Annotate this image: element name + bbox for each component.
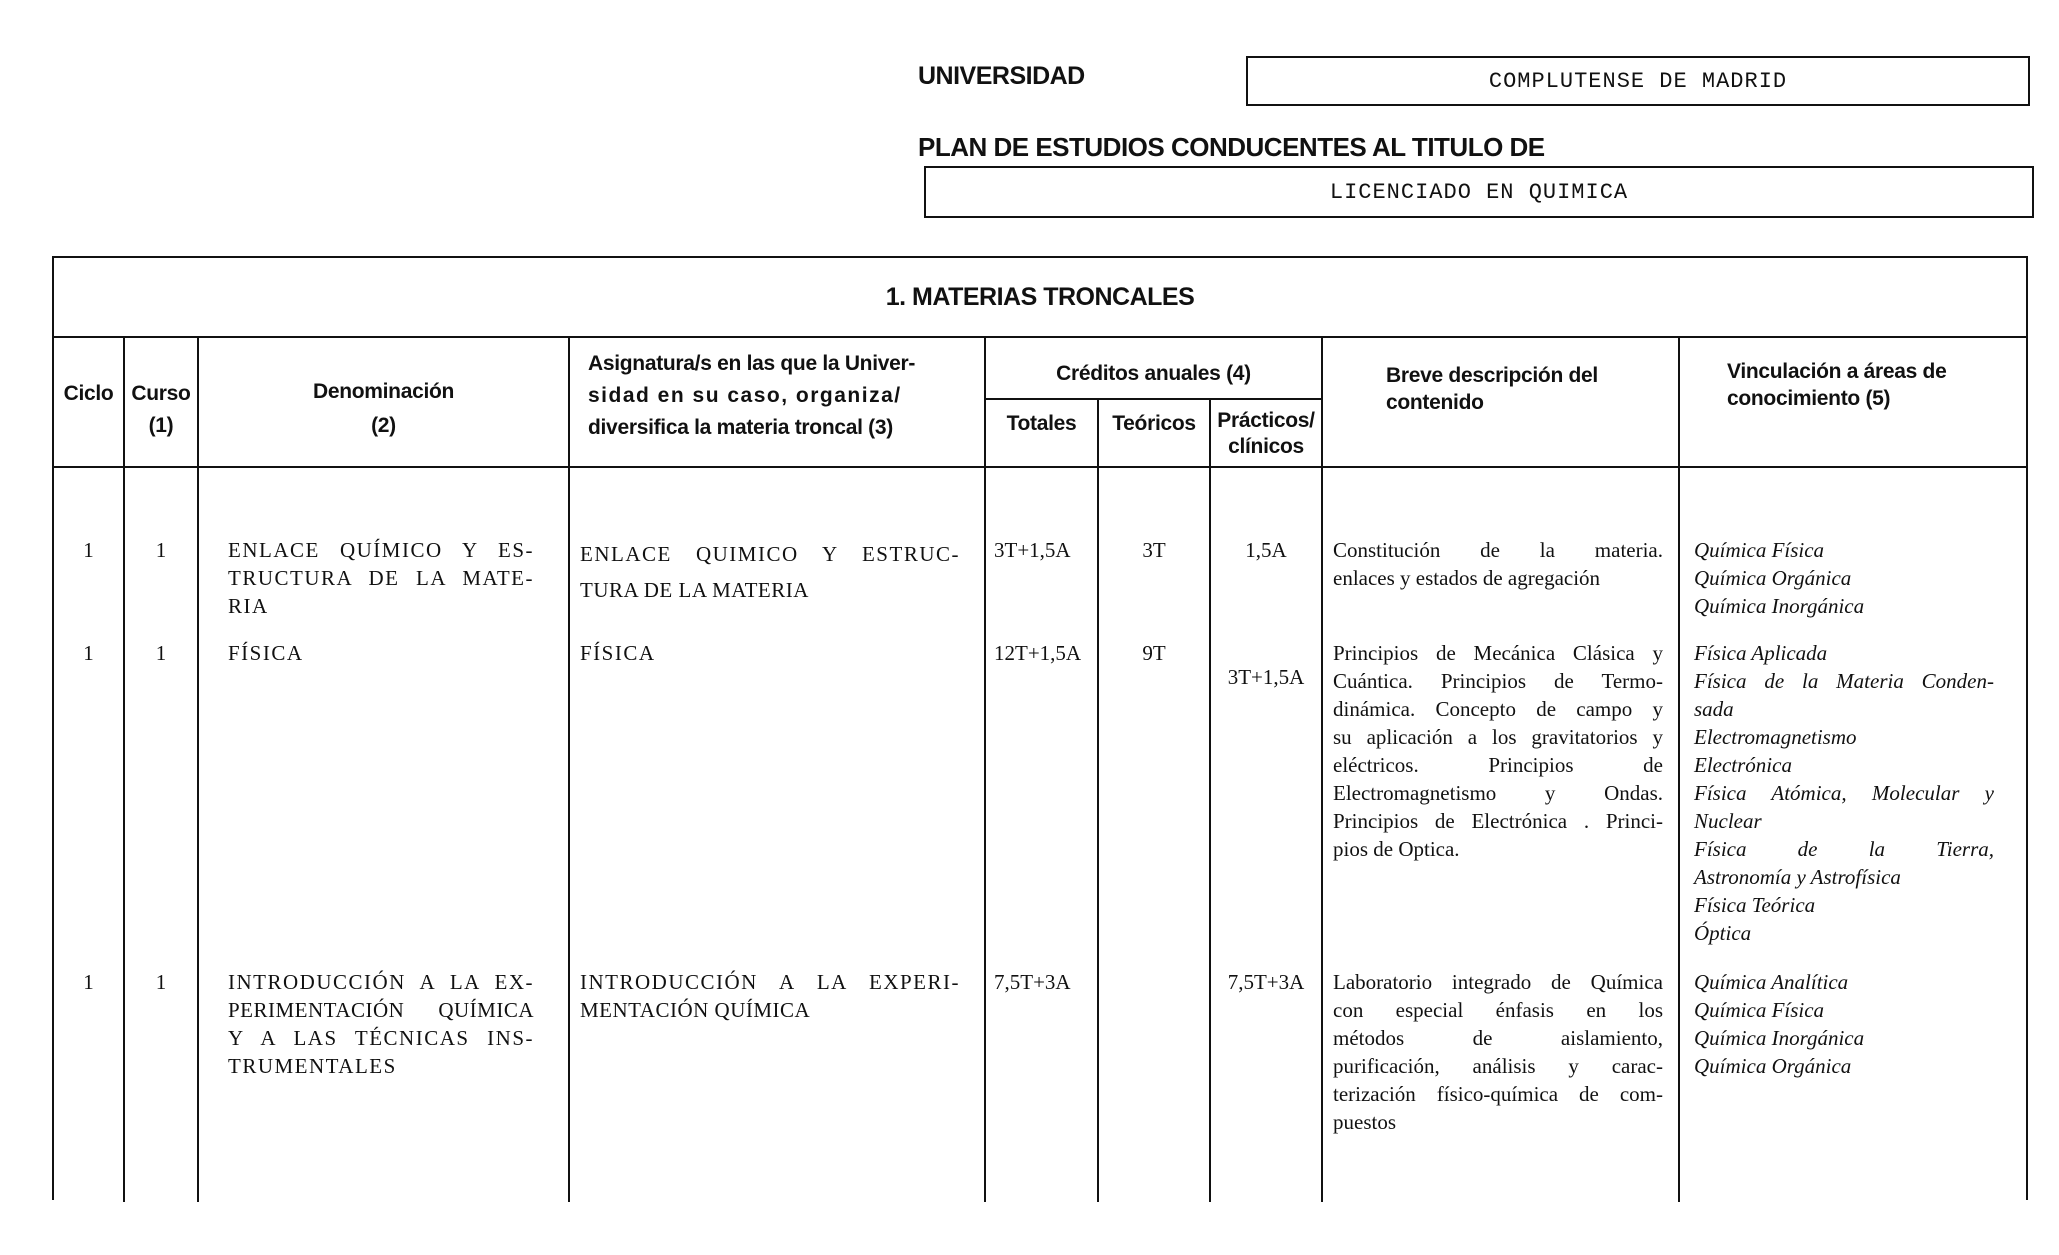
row2-ciclo: 1 bbox=[83, 641, 94, 665]
row3-ciclo: 1 bbox=[83, 970, 94, 994]
row3-asignatura-line: MENTACIÓN QUÍMICA bbox=[580, 998, 811, 1022]
col-header-vinculacion-line: Vinculación a áreas de bbox=[1727, 360, 1947, 383]
col-header-denominacion: Denominación bbox=[312, 380, 455, 403]
row2-descripcion-line: Cuántica. Principios de Termo- bbox=[1333, 669, 1663, 693]
row2-descripcion-line: pios de Optica. bbox=[1333, 837, 1460, 861]
col-header-descripcion-line: contenido bbox=[1386, 391, 1484, 414]
row2-vinculacion bbox=[1694, 639, 1994, 947]
university-field bbox=[1246, 56, 2030, 106]
col-header-asignatura bbox=[588, 348, 978, 444]
row1-asignatura-line: TURA DE LA MATERIA bbox=[580, 578, 809, 602]
row2-descripcion-line: Principios de Mecánica Clásica y bbox=[1333, 641, 1663, 665]
header-bottom-rule bbox=[54, 466, 2026, 468]
row3-denominacion-line: TRUMENTALES bbox=[228, 1054, 397, 1078]
row3-descripcion-line: métodos de aislamiento, bbox=[1333, 1026, 1663, 1050]
row1-ciclo: 1 bbox=[83, 538, 94, 562]
row2-vinculacion-line: Astronomía y Astrofísica bbox=[1694, 865, 1901, 889]
row2-asignatura bbox=[580, 639, 960, 667]
row1-descripcion-line: enlaces y estados de agregación bbox=[1333, 566, 1601, 590]
plan-label: PLAN DE ESTUDIOS CONDUCENTES AL TITULO DE bbox=[918, 132, 1545, 162]
row2-totales: 12T+1,5A bbox=[994, 641, 1082, 665]
col-divider bbox=[1321, 338, 1323, 1202]
row2-vinculacion-line: sada bbox=[1694, 697, 1734, 721]
row1-denominacion bbox=[228, 536, 534, 620]
row2-vinculacion-line: Física Aplicada bbox=[1694, 641, 1828, 665]
degree-field bbox=[924, 166, 2034, 218]
row1-vinculacion-line: Química Inorgánica bbox=[1694, 594, 1865, 618]
row1-denominacion-line: ENLACE QUÍMICO Y ES- bbox=[228, 538, 534, 562]
col-header-practicos bbox=[1211, 408, 1321, 460]
row1-vinculacion bbox=[1694, 536, 1994, 620]
row1-totales: 3T+1,5A bbox=[994, 538, 1071, 562]
col-header-practicos-line: Prácticos/ bbox=[1217, 409, 1315, 432]
col-divider bbox=[568, 338, 570, 1202]
row2-vinculacion-line: Electromagnetismo bbox=[1694, 725, 1857, 749]
col-header-asignatura-line: Asignatura/s en las que la Univer- bbox=[588, 352, 916, 375]
row1-vinculacion-line: Química Física bbox=[1694, 538, 1825, 562]
section-title: 1. MATERIAS TRONCALES bbox=[885, 283, 1195, 311]
col-divider bbox=[984, 338, 986, 1202]
row3-descripcion-line: con especial énfasis en los bbox=[1333, 998, 1663, 1022]
col-header-descripcion-line: Breve descripción del bbox=[1386, 364, 1598, 387]
row1-practicos: 1,5A bbox=[1245, 538, 1287, 562]
col-header-totales: Totales bbox=[1006, 412, 1077, 435]
creditos-sub-rule bbox=[986, 398, 1323, 400]
row1-asignatura bbox=[580, 536, 960, 608]
row3-descripcion-line: terización físico-química de com- bbox=[1333, 1082, 1663, 1106]
row1-curso: 1 bbox=[155, 538, 167, 562]
row1-teoricos: 3T bbox=[1142, 538, 1166, 562]
row2-curso: 1 bbox=[155, 641, 167, 665]
row3-descripcion-line: puestos bbox=[1333, 1110, 1396, 1134]
row3-descripcion bbox=[1333, 968, 1663, 1136]
row3-asignatura-line: INTRODUCCIÓN A LA EXPERI- bbox=[580, 970, 960, 994]
row3-descripcion-line: Laboratorio integrado de Química bbox=[1333, 970, 1663, 994]
row2-denominacion bbox=[228, 639, 534, 667]
row3-vinculacion-line: Química Física bbox=[1694, 998, 1825, 1022]
row1-denominacion-line: RIA bbox=[228, 594, 269, 618]
header-top-rule bbox=[54, 336, 2026, 338]
row3-vinculacion-line: Química Orgánica bbox=[1694, 1054, 1852, 1078]
row3-denominacion-line: Y A LAS TÉCNICAS INS- bbox=[228, 1026, 534, 1050]
row2-vinculacion-line: Física de la Tierra, bbox=[1694, 837, 1994, 861]
col-divider bbox=[197, 338, 199, 1202]
col-divider bbox=[1678, 338, 1680, 1202]
row2-practicos: 3T+1,5A bbox=[1227, 665, 1305, 689]
row2-descripcion-line: eléctricos. Principios de bbox=[1333, 753, 1663, 777]
col-header-vinculacion bbox=[1727, 358, 2027, 412]
row3-vinculacion-line: Química Analítica bbox=[1694, 970, 1849, 994]
university-label: UNIVERSIDAD bbox=[918, 62, 1085, 90]
row3-vinculacion-line: Química Inorgánica bbox=[1694, 1026, 1865, 1050]
col-header-curso: Curso bbox=[131, 382, 191, 405]
col-header-descripcion bbox=[1386, 362, 1676, 416]
row2-vinculacion-line: Física Teórica bbox=[1694, 893, 1816, 917]
row3-asignatura bbox=[580, 968, 960, 1024]
row2-descripcion bbox=[1333, 639, 1663, 863]
row3-denominacion-line: INTRODUCCIÓN A LA EX- bbox=[228, 970, 534, 994]
col-divider bbox=[123, 338, 125, 1202]
col-header-teoricos: Teóricos bbox=[1112, 412, 1196, 435]
row2-teoricos: 9T bbox=[1142, 641, 1166, 665]
row3-totales: 7,5T+3A bbox=[994, 970, 1071, 994]
col-header-ciclo: Ciclo bbox=[63, 382, 114, 405]
row1-denominacion-line: TRUCTURA DE LA MATE- bbox=[228, 566, 534, 590]
col-header-creditos: Créditos anuales (4) bbox=[1056, 362, 1251, 385]
row3-denominacion bbox=[228, 968, 534, 1080]
row3-denominacion-line: PERIMENTACIÓN QUÍMICA bbox=[228, 998, 534, 1022]
row1-vinculacion-line: Química Orgánica bbox=[1694, 566, 1852, 590]
col-header-vinculacion-line: conocimiento (5) bbox=[1727, 387, 1891, 410]
row1-descripcion-line: Constitución de la materia. bbox=[1333, 538, 1663, 562]
row2-vinculacion-line: Electrónica bbox=[1694, 753, 1792, 777]
col-header-practicos-line: clínicos bbox=[1228, 435, 1304, 458]
col-header-asignatura-line: sidad en su caso, organiza/ bbox=[588, 384, 902, 407]
row2-descripcion-line: Principios de Electrónica . Princi- bbox=[1333, 809, 1663, 833]
university-value: COMPLUTENSE DE MADRID bbox=[1488, 69, 1788, 94]
row2-vinculacion-line: Física Atómica, Molecular y bbox=[1694, 781, 1994, 805]
row2-vinculacion-line: Nuclear bbox=[1694, 809, 1762, 833]
row2-asignatura-line: FÍSICA bbox=[580, 641, 656, 665]
row1-descripcion bbox=[1333, 536, 1663, 592]
row2-descripcion-line: dinámica. Concepto de campo y bbox=[1333, 697, 1663, 721]
row2-vinculacion-line: Física de la Materia Conden- bbox=[1694, 669, 1994, 693]
row2-descripcion-line: su aplicación a los gravitatorios y bbox=[1333, 725, 1663, 749]
row3-vinculacion bbox=[1694, 968, 1994, 1080]
row3-curso: 1 bbox=[155, 970, 167, 994]
col-header-curso-note: (1) bbox=[148, 414, 174, 437]
row2-vinculacion-line: Óptica bbox=[1694, 921, 1752, 945]
col-header-asignatura-line: diversifica la materia troncal (3) bbox=[588, 416, 893, 439]
materias-troncales-table bbox=[52, 256, 2028, 1200]
row2-descripcion-line: Electromagnetismo y Ondas. bbox=[1333, 781, 1663, 805]
col-divider bbox=[1097, 400, 1099, 1202]
degree-value: LICENCIADO EN QUIMICA bbox=[1329, 180, 1629, 205]
col-header-denominacion-note: (2) bbox=[371, 414, 396, 437]
row3-practicos: 7,5T+3A bbox=[1227, 970, 1305, 994]
row2-denominacion-line: FÍSICA bbox=[228, 641, 304, 665]
row1-asignatura-line: ENLACE QUIMICO Y ESTRUC- bbox=[580, 542, 960, 566]
row3-descripcion-line: purificación, análisis y carac- bbox=[1333, 1054, 1663, 1078]
col-divider bbox=[1209, 400, 1211, 1202]
